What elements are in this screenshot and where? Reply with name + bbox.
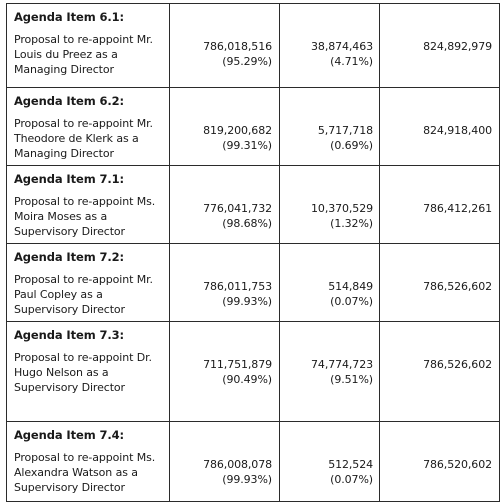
- agenda-item-row: [7, 88, 500, 166]
- votes-against-count: 74,774,723: [311, 358, 373, 371]
- agenda-item-heading: Agenda Item 7.3:: [14, 328, 125, 342]
- votes-total: 824,892,979: [423, 40, 492, 53]
- votes-against-percent: (9.51%): [330, 373, 373, 386]
- votes-against-percent: (4.71%): [330, 55, 373, 68]
- agenda-item-description: Proposal to re-appoint Mr. Theodore de Klerk as a Managing Director: [14, 117, 153, 160]
- votes-against-percent: (0.69%): [330, 139, 373, 152]
- votes-for-cell: [170, 166, 280, 244]
- voting-results-table: [6, 3, 500, 502]
- votes-total-cell: [380, 166, 500, 244]
- votes-against-cell: [280, 244, 380, 322]
- agenda-item-description: Proposal to re-appoint Dr. Hugo Nelson as a Supervisory Director: [14, 351, 152, 394]
- votes-for-cell: [170, 88, 280, 166]
- votes-for-percent: (98.68%): [222, 217, 272, 230]
- votes-against-count: 512,524: [328, 458, 373, 471]
- agenda-item-description: Proposal to re-appoint Mr. Paul Copley as a Supervisory Director: [14, 273, 153, 316]
- votes-against-count: 10,370,529: [311, 202, 373, 215]
- agenda-item-heading: Agenda Item 7.1:: [14, 172, 125, 186]
- agenda-item-row: [7, 166, 500, 244]
- agenda-item-description: Proposal to re-appoint Mr. Louis du Preez as a Managing Director: [14, 33, 153, 76]
- votes-for-count: 786,008,078: [203, 458, 272, 471]
- agenda-item-cell: [7, 166, 170, 244]
- votes-for-percent: (99.93%): [222, 473, 272, 486]
- votes-total: 786,520,602: [423, 458, 492, 471]
- agenda-item-description: Proposal to re-appoint Ms. Alexandra Watson as a Supervisory Director: [14, 451, 156, 494]
- agenda-item-cell: [7, 4, 170, 88]
- agenda-item-row: [7, 4, 500, 88]
- votes-total-cell: [380, 322, 500, 422]
- votes-against-cell: [280, 4, 380, 88]
- votes-against-cell: [280, 422, 380, 502]
- agenda-item-cell: [7, 88, 170, 166]
- votes-against-count: 5,717,718: [317, 124, 373, 137]
- votes-for-cell: [170, 322, 280, 422]
- votes-for-cell: [170, 422, 280, 502]
- agenda-item-cell: [7, 322, 170, 422]
- votes-for-percent: (99.93%): [222, 295, 272, 308]
- votes-for-cell: [170, 244, 280, 322]
- votes-total-cell: [380, 88, 500, 166]
- agenda-item-row: [7, 322, 500, 422]
- votes-against-cell: [280, 88, 380, 166]
- votes-for-count: 819,200,682: [203, 124, 272, 137]
- agenda-item-heading: Agenda Item 7.2:: [14, 250, 125, 264]
- votes-against-count: 38,874,463: [311, 40, 373, 53]
- votes-for-count: 776,041,732: [203, 202, 272, 215]
- agenda-item-heading: Agenda Item 6.2:: [14, 94, 125, 108]
- votes-total-cell: [380, 422, 500, 502]
- votes-for-count: 786,018,516: [203, 40, 272, 53]
- agenda-item-row: [7, 244, 500, 322]
- votes-total: 786,412,261: [423, 202, 492, 215]
- votes-against-cell: [280, 322, 380, 422]
- votes-against-count: 514,849: [328, 280, 373, 293]
- votes-total-cell: [380, 4, 500, 88]
- votes-against-percent: (0.07%): [330, 295, 373, 308]
- votes-total-cell: [380, 244, 500, 322]
- votes-against-percent: (1.32%): [330, 217, 373, 230]
- agenda-item-cell: [7, 244, 170, 322]
- votes-total: 786,526,602: [423, 280, 492, 293]
- agenda-item-row: [7, 422, 500, 502]
- votes-for-cell: [170, 4, 280, 88]
- agenda-item-cell: [7, 422, 170, 502]
- agenda-item-description: Proposal to re-appoint Ms. Moira Moses as a Supervisory Director: [14, 195, 156, 238]
- votes-for-percent: (90.49%): [222, 373, 272, 386]
- votes-against-percent: (0.07%): [330, 473, 373, 486]
- votes-for-count: 711,751,879: [203, 358, 272, 371]
- agenda-item-heading: Agenda Item 7.4:: [14, 428, 125, 442]
- votes-for-count: 786,011,753: [203, 280, 272, 293]
- votes-against-cell: [280, 166, 380, 244]
- votes-total: 786,526,602: [423, 358, 492, 371]
- votes-for-percent: (95.29%): [222, 55, 272, 68]
- votes-for-percent: (99.31%): [222, 139, 272, 152]
- votes-total: 824,918,400: [423, 124, 492, 137]
- agenda-item-heading: Agenda Item 6.1:: [14, 10, 125, 24]
